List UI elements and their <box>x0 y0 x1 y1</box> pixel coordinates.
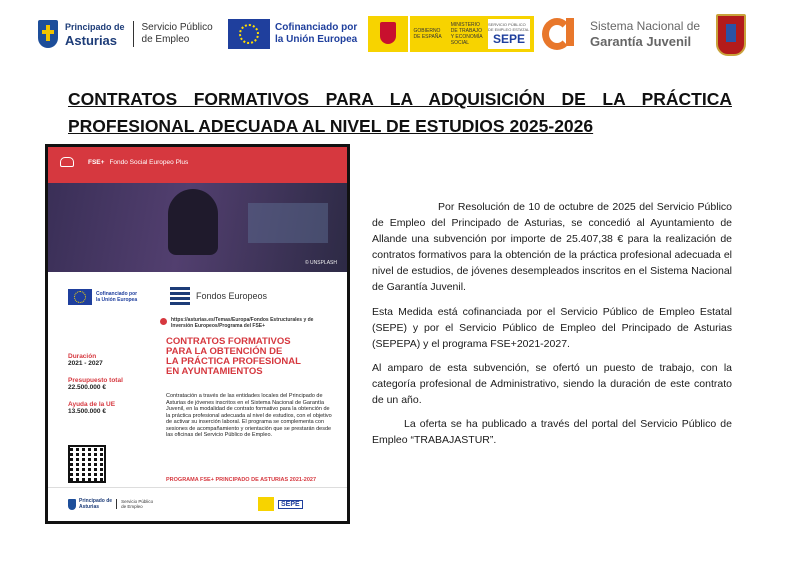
header-logo-bar <box>0 0 800 70</box>
eu-line1: Cofinanciado por <box>275 22 358 33</box>
poster-eu-line2: la Unión Europea <box>96 297 138 303</box>
eu-flag-icon <box>68 289 92 305</box>
poster-photo <box>48 183 347 272</box>
location-pin-icon <box>160 318 167 325</box>
gob-line2: DE ESPAÑA <box>413 34 442 40</box>
duracion-label: Duración <box>68 353 97 360</box>
service-line1: Servicio Público <box>141 22 213 33</box>
poster-footer-line2: Asturias <box>79 504 100 510</box>
presupuesto-label: Presupuesto total <box>68 377 123 384</box>
poster-body-text: Contratación a través de las entidades locales del Principado de Asturias de jóvenes inscritos en el Sistema Nacional de Garantía Juvenil, en la modalidad de contrato formativo para la obtención de la práctica profesional adecuada al nivel de estudios, con el objetivo de activar su inserción laboral. El programa se complementa con sesiones de acompañamiento y orientación que se prestarán desde las oficinas del Servicio Público de Empleo. <box>166 393 332 438</box>
poster-headline-line: CONTRATOS FORMATIVOS <box>166 336 291 347</box>
eu-cofinanciado-logo <box>228 12 360 56</box>
garantia-juvenil-icon <box>542 14 584 54</box>
page-title: CONTRATOS FORMATIVOS PARA LA ADQUISICIÓN DE LA PRÁCTICA PROFESIONAL ADECUADA AL NIVEL DE ESTUDIOS 2025-2026 <box>68 89 732 136</box>
poster-url-text: https://asturias.es/Temas/Europa/Fondos Estructurales y de Inversión Europeos/Programa del FSE+ <box>171 317 314 329</box>
poster-image <box>45 144 350 524</box>
garantia-line1: Sistema Nacional de <box>590 19 701 33</box>
poster-headline-line: PARA LA OBTENCIÓN DE <box>166 346 283 357</box>
poster-footer-sepe: SEPE <box>278 500 303 509</box>
fondos-europeos-icon <box>170 287 190 305</box>
asturias-logo-line2: Asturias <box>65 33 118 48</box>
ministerio-line3: Y ECONOMÍA SOCIAL <box>450 34 483 46</box>
paragraph-publication: La oferta se ha publicado a través del portal del Servicio Público de Empleo “TRABAJASTUR”. <box>372 418 732 447</box>
poster-headline <box>166 337 336 377</box>
photo-credit: © UNSPLASH <box>304 260 337 266</box>
eu-line2: la Unión Europea <box>275 34 358 45</box>
eu-flag-icon <box>228 19 270 49</box>
poster-fse-label: FSE+ <box>88 158 105 166</box>
asturias-logo-line1: Principado de <box>65 22 125 32</box>
fondos-europeos-text: Fondos Europeos <box>196 291 268 301</box>
poster-footer <box>48 487 347 521</box>
poster-url <box>160 317 335 329</box>
people-icon <box>60 157 74 167</box>
poster-footer-svc2: de Empleo <box>121 504 143 509</box>
logo-divider <box>133 21 134 47</box>
gob-line1: GOBIERNO <box>413 28 441 34</box>
poster-programa: PROGRAMA FSE+ PRINCIPADO DE ASTURIAS 2021-2027 <box>166 477 317 483</box>
garantia-line2: Garantía Juvenil <box>590 34 692 49</box>
poster-headline-line: EN AYUNTAMIENTOS <box>166 366 263 377</box>
paragraph-job-offer: Al amparo de esta subvención, se ofertó un puesto de trabajo, con la categoría profesional de Administrativo, siendo la duración de este contrato de un año. <box>372 361 732 407</box>
service-line2: de Empleo <box>141 34 190 45</box>
paragraph-cofinancing: Esta Medida está cofinanciada por el Servicio Público de Empleo Estatal (SEPE) y por el Servicio Público de Empleo del Principado de Asturias (SEPEPA) y el programa FSE+2021-2027. <box>372 305 732 350</box>
spain-crest-icon <box>368 16 408 52</box>
poster-header <box>48 147 347 272</box>
presupuesto-value: 22.500.000 € <box>68 384 106 391</box>
qr-code-icon <box>68 445 106 483</box>
ayuda-value: 13.500.000 € <box>68 408 106 415</box>
asturias-shield-icon <box>38 20 58 48</box>
fondos-europeos-logo <box>170 287 267 305</box>
garantia-juvenil-logo <box>542 12 704 56</box>
gobierno-espana-sepe-logo <box>368 12 534 56</box>
poster-eu-logo <box>68 289 137 305</box>
principado-asturias-logo <box>38 12 220 56</box>
allande-coat-of-arms-icon <box>716 14 746 56</box>
ministerio-line1: MINISTERIO <box>450 22 480 28</box>
poster-headline-line: LA PRÁCTICA PROFESIONAL <box>166 356 301 367</box>
ministerio-line2: DE TRABAJO <box>450 28 483 34</box>
duracion-value: 2021 - 2027 <box>68 360 103 367</box>
poster-footer-svc1: Servicio Público <box>121 498 154 504</box>
poster-fse-text: Fondo Social Europeo Plus <box>109 158 189 166</box>
poster-eu-line1: Cofinanciado por <box>96 291 138 297</box>
poster-facts <box>68 343 158 415</box>
announcement-text <box>372 199 732 456</box>
sepe-text: SEPE <box>492 32 525 46</box>
asturias-shield-icon <box>68 499 76 510</box>
paragraph-resolution: Por Resolución de 10 de octubre de 2025 del Servicio Público de Empleo del Principado de Asturias, se concedió al Ayuntamiento de Allande una subvención por importe de 25.407,38 € para la realización de contratos formativos para la obtención de la práctica profesional adecuada el nivel de estudios, de jóvenes desempleados inscritos en el Sistema Nacional de Garantía Juvenil. <box>372 201 732 294</box>
poster-footer-line1: Principado de <box>79 498 113 504</box>
spain-crest-icon <box>258 497 274 511</box>
sepe-small-text: SERVICIO PÚBLICO DE EMPLEO ESTATAL <box>488 22 530 32</box>
ayuda-label: Ayuda de la UE <box>68 401 116 408</box>
